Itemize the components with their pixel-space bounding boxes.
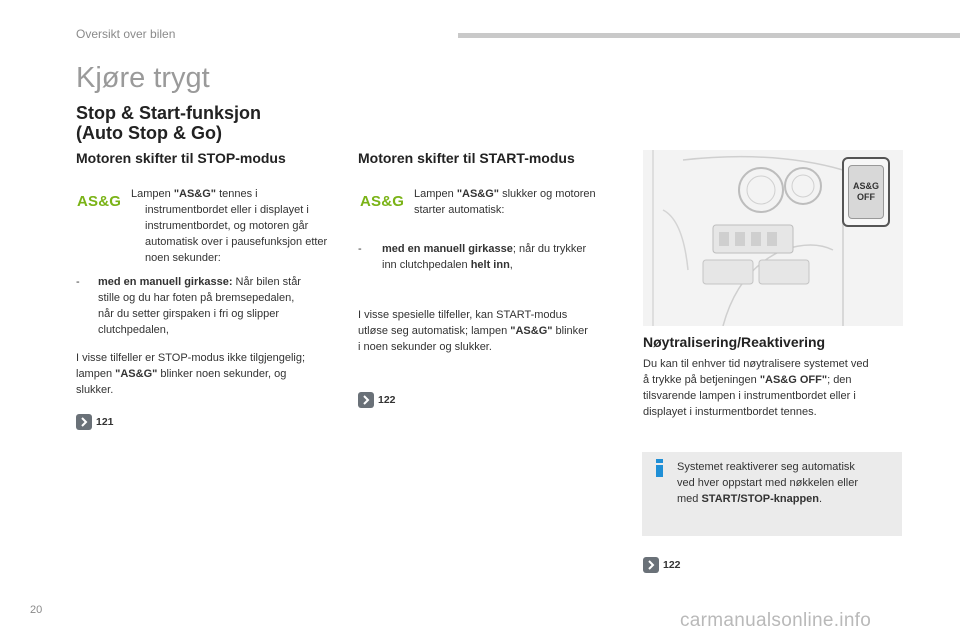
stop-note: I visse tilfeller er STOP-modus ikke tilgjengelig; lampen "AS&G" blinker noen sekunder, og slukker. [76,352,306,396]
info-text: Systemet reaktiverer seg automatisk ved hver oppstart med nøkkelen eller med START/STOP-knappen. [677,461,858,505]
asg-indicator-icon: AS&G [77,193,122,210]
stop-manual-bullet: - med en manuell girkasse: Når bilen står stille og du har foten på bremsepedalen, når du setter girspaken i fri og slipper clutchpedalen, [76,276,301,336]
main-heading [76,103,356,143]
page-ref-122-b[interactable] [643,557,681,573]
info-icon [655,459,664,482]
page-number: 20 [30,604,43,616]
page-ref-number: 122 [378,394,396,406]
stop-mode-heading: Motoren skifter til STOP-modus [76,150,286,166]
page-ref-number: 122 [663,559,681,571]
start-mode-heading: Motoren skifter til START-modus [358,150,575,166]
section-header: Oversikt over bilen [76,27,176,41]
start-manual-bullet: - med en manuell girkasse; når du trykker inn clutchpedalen helt inn, [358,243,587,271]
page-ref-122[interactable] [358,392,396,408]
start-lamp-text: Lampen "AS&G" slukker og motoren starter automatisk: [414,188,596,216]
main-heading-line-2: (Auto Stop & Go) [76,123,222,143]
start-note: I visse spesielle tilfeller, kan START-modus utløse seg automatisk; lampen "AS&G" blinker i noen sekunder og slukker. [358,309,588,353]
footer-watermark: carmanualsonline.info [680,610,872,631]
page-ref-number: 121 [96,416,114,428]
asg-off-button-illustration [842,157,890,227]
page-title: Kjøre trygt [76,62,210,94]
neutralize-text: Du kan til enhver tid nøytralisere systemet ved å trykke på betjeningen "AS&G OFF"; den tilsvarende lampen i instrumentbordet eller i displayet i insturmentbordet tennes. [643,358,869,418]
stop-lamp-text: Lampen "AS&G" tennes i instrumentbordet eller i displayet i instrumentbordet, og motoren går automatisk over i pausefunksjon etter noen sekunder: [131,188,328,264]
asg-off-label-top: AS&G [852,181,879,191]
main-heading-line-1: Stop & Start-funksjon [76,103,261,123]
chevron-right-icon [358,392,374,408]
neutralize-heading: Nøytralisering/Reaktivering [643,334,826,350]
page-ref-121[interactable] [76,414,114,430]
header-rule [458,33,960,38]
chevron-right-icon [643,557,659,573]
asg-indicator-icon: AS&G [360,193,405,210]
asg-off-label-bottom: OFF [857,192,875,202]
chevron-right-icon [76,414,92,430]
